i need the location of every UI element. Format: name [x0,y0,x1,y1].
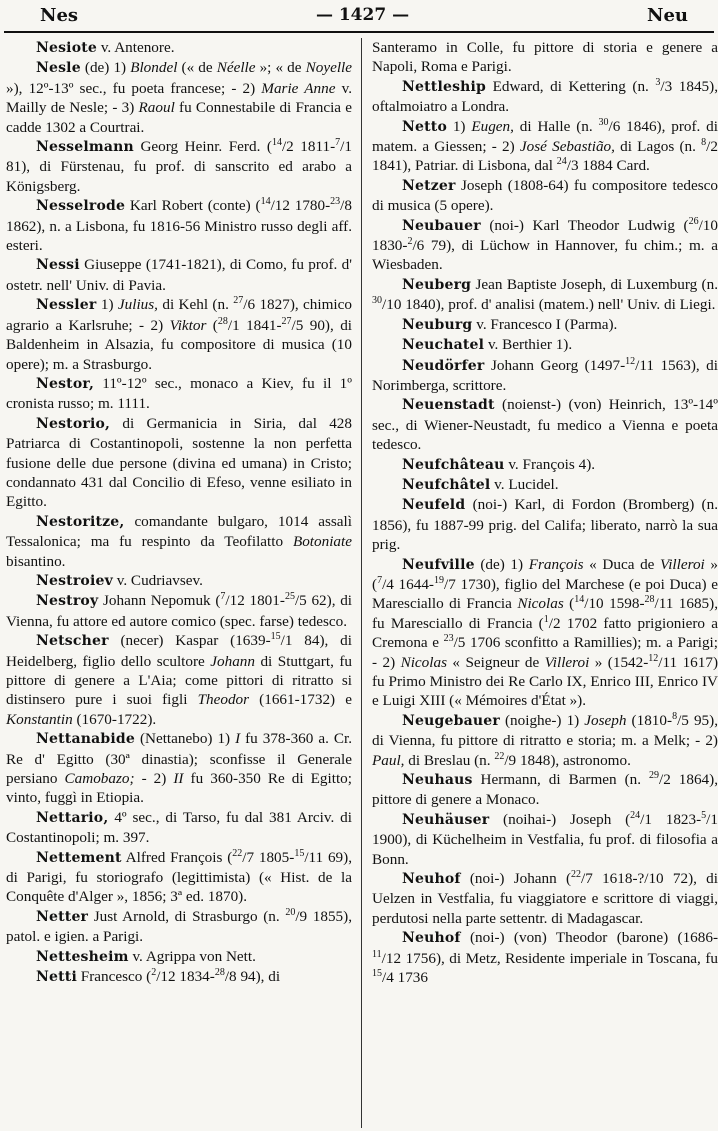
entry-text: v. Antenore. [97,39,175,56]
entry-text: /12 1834- [156,968,215,986]
entry-text: /11 69), di Parigi, fu storiografo (legittimista) (« Hist. de la Conquête d'Alger », 1856; 3ª ed. 1870). [6,848,352,906]
entry-headword: Nestor, [36,375,95,392]
entry-italic-text: Noyelle [305,59,352,77]
entry-italic-text: Theodor [197,691,250,709]
entry-superscript: 14 [574,594,585,606]
entry-superscript: 27 [281,315,292,327]
entry-italic-text: Joseph [584,711,627,729]
entry-text: 1) [446,117,472,135]
entry-headword: Nettement [36,849,122,866]
entry-superscript: 2 [151,967,157,979]
entry-text: /9 1855), patol. e igien. a Parigi. [6,907,353,946]
entry-headword: Neufville [402,556,475,573]
entry-text: /3 1845), oftalmoiatro a Londra. [372,77,718,116]
entry-text: /8 1862), n. a Lisbona, fu 1816-56 Ministro russo degli aff. esteri. [6,197,352,255]
entry-text: 11º-12º sec., monaco a Kiev, fu il 1º cronista russo; m. 1111. [6,374,352,413]
entry-superscript: 30 [372,295,382,307]
entry-superscript: 15 [294,847,305,859]
entry-italic-text: I [235,730,241,748]
dictionary-entry [372,335,718,355]
dictionary-entry [372,928,718,987]
entry-superscript: 14 [271,136,282,148]
column-divider [361,38,362,1128]
entry-text: - 2) [134,770,174,788]
entry-text: Karl Robert (conte) ( [125,197,261,215]
entry-text: /2 1702 fatto prigioniero a Cremona e [372,614,718,652]
dictionary-entry [6,591,352,631]
entry-text: v. Lucidel. [490,475,559,493]
entry-text: /1 1823- [640,810,702,828]
entry-text: Georg Heinr. Ferd. ( [133,138,272,156]
entry-italic-text: Julius, [117,296,158,314]
entry-text: (de) 1) [474,555,529,573]
dictionary-entry [372,455,718,475]
dictionary-entry [372,711,718,770]
entry-text: fu 378-360 a. Cr. Re d' Egitto (30ª dinastia); sconfisse il Generale persiano [6,730,352,788]
entry-superscript: 12 [625,355,636,367]
header-right-word: Neu [646,4,688,26]
entry-headword: Nesle [36,60,81,77]
entry-superscript: 5 [701,809,707,821]
entry-text: bisantino. [6,552,66,570]
entry-superscript: 23 [330,196,341,208]
entry-text: /5 95), di Vienna, fu pittore di ritratto e storia; m. a Melk; - 2) [372,711,718,750]
entry-italic-text: José Sebastião, [519,138,615,156]
dictionary-entry [6,255,352,295]
entry-text: v. Francesco I (Parma). [472,315,618,333]
entry-italic-text: Villeroi [660,555,705,573]
dictionary-entry [6,58,352,137]
entry-headword: Netscher [36,633,109,650]
dictionary-entry [372,38,718,77]
dictionary-entry [6,848,352,907]
entry-headword: Netto [402,118,447,135]
entry-superscript: 24 [556,156,567,168]
entry-superscript: 26 [688,215,699,227]
entry-text: (de) 1) [80,59,131,77]
entry-italic-text: Konstantin [6,710,73,728]
entry-text: Johann Georg (1497- [484,356,626,374]
entry-text: Johann Nepomuk ( [98,592,221,610]
entry-headword: Neubauer [402,217,481,234]
entry-superscript: 8 [672,710,678,722]
entry-superscript: 22 [232,847,243,859]
entry-text: comandante bulgaro, 1014 assalì Tessalonica; ma fu respinto da Teofilatto [6,512,352,551]
dictionary-entry [6,729,352,808]
entry-text: /6 1827), chimico agrario a Karlsruhe; - 2) [6,296,352,334]
entry-text: »), 12º-13º sec., fu poeta francese; - 2) [6,79,262,97]
dictionary-entry [372,495,718,554]
entry-italic-text: Raoul [138,99,175,117]
entry-text: (noi-) Johann ( [460,870,572,888]
entry-italic-text: Viktor [169,316,207,334]
entry-headword: Neuenstadt [402,397,495,414]
dictionary-entry [6,374,352,414]
entry-text: (1661-1732) e [249,691,352,709]
entry-headword: Nettario, [36,809,109,826]
dictionary-entry [6,137,352,196]
entry-superscript: 28 [214,967,225,979]
entry-text: Hermann, di Barmen (n. [472,771,649,789]
dictionary-entry [372,395,718,454]
entry-text: /4 1736 [382,969,428,987]
entry-text: /6 1846), prof. di matem. a Giessen; - 2) [372,117,718,156]
entry-headword: Neufchâtel [402,476,491,493]
entry-superscript: 12 [648,652,659,664]
entry-superscript: 29 [649,769,659,781]
entry-headword: Neuchatel [402,337,485,354]
header-left-word: Nes [40,4,79,26]
entry-superscript: 15 [270,631,281,643]
entry-text: v. Mailly de Nesle; - 3) [6,79,352,117]
entry-text: (noighe-) 1) [499,711,585,729]
entry-superscript: 11 [372,948,382,960]
entry-headword: Neuberg [402,276,472,293]
entry-headword: Neuhof [402,871,461,888]
entry-text: /5 62), di Vienna, fu attore ed autore comico (spec. farse) tedesco. [6,592,353,630]
entry-text: /1 81), di Fürstenau, fu prof. di sanscrito ed arabo a Königsberg. [6,138,352,195]
entry-text: Jean Baptiste Joseph, di Luxemburg (n. [471,275,718,293]
entry-text: fu 360-350 Re di Egitto; vinto, fuggì in Etiopia. [6,770,352,807]
entry-headword: Netzer [402,177,456,194]
entry-headword: Neufeld [402,497,466,514]
dictionary-entry [372,77,718,117]
entry-text: di Breslau (n. [404,751,495,769]
entry-superscript: 19 [434,574,444,586]
entry-text: Joseph (1808-64) fu compositore tedesco di musica (5 opere). [372,176,718,215]
dictionary-entry [6,38,352,58]
entry-text: v. Berthier 1). [484,336,573,354]
entry-headword: Nettleship [402,78,487,95]
entry-text: (necer) Kaspar (1639- [108,632,271,650]
entry-text: di Germanicia in Siria, dal 428 Patriarca di Costantinopoli, sostenne la non perfetta fusione delle due persone (divina ed umana) in Cristo; condannato 431 dal Concilio di Efeso, venne esiliato in Egitto. [6,414,352,511]
dictionary-entry [6,196,352,255]
entry-text: /12 1780- [270,197,331,215]
entry-text: (noi-) (von) Theodor (barone) (1686- [460,929,718,947]
entry-superscript: 7 [335,136,341,148]
entry-text: /7 1805- [242,848,295,866]
dictionary-entry [372,275,718,315]
entry-text: »; « de [255,59,306,77]
entry-text: /7 1730), figlio del Marchese (e poi Duca) e Maresciallo di Francia [372,575,718,613]
entry-text: di Stuttgart, fu pittore di genere a L'Aia; come pittori di ritratto si distinsero pure i suoi figli [6,652,352,709]
entry-text: di Halle (n. [513,117,599,135]
dictionary-entry [6,631,352,729]
entry-text: Giuseppe (1741-1821), di Como, fu prof. d' ostetr. nell' Univ. di Pavia. [6,256,352,294]
entry-text: Santeramo in Colle, fu pittore di storia e genere a Napoli, Roma e Parigi. [372,39,718,76]
entry-italic-text: François [528,555,584,573]
entry-headword: Nettesheim [36,948,129,965]
entry-text: /1 1900), di Küchelheim in Vestfalia, fu prof. di filosofia a Bonn. [372,810,718,868]
dictionary-entry [372,555,718,711]
entry-superscript: 25 [284,591,295,603]
entry-headword: Nesselrode [36,198,126,215]
dictionary-entry [372,475,718,495]
right-column [372,38,718,988]
entry-headword: Nestorio, [36,415,111,432]
entry-text: /9 1848), astronomo. [504,751,631,769]
entry-superscript: 15 [372,968,382,980]
dictionary-entry [6,512,352,571]
entry-text: /5 90), di Baldenheim in Alsazia, fu compositore di musica (10 opere); m. a Strasburgo. [6,316,353,373]
entry-text: « Duca de [583,555,661,573]
entry-headword: Nesiote [36,40,98,56]
entry-superscript: 24 [630,809,641,821]
entry-text: /12 1801- [225,592,285,610]
entry-headword: Neuburg [402,316,473,333]
entry-italic-text: Eugen, [471,117,514,135]
entry-text: /10 1840), prof. d' analisi (matem.) nell' Univ. di Liegi. [382,296,716,314]
entry-text: /2 1864), pittore di genere a Monaco. [372,771,718,809]
entry-text: /11 1617) fu Primo Ministro dei Re Carlo IX, Enrico III, Enrico IV e Luigi XIII (« Mémoires d'État »). [372,653,718,710]
entry-italic-text: Blondel [130,59,178,77]
entry-text: (Nettanebo) 1) [134,730,236,748]
entry-headword: Neuhaus [402,772,473,789]
entry-superscript: 7 [220,591,226,603]
entry-text: Just Arnold, di Strasburgo (n. [88,907,286,925]
entry-text: 1) [96,296,118,314]
entry-headword: Netter [36,908,89,925]
entry-text: /3 1884 Card. [566,157,650,175]
entry-superscript: 22 [571,869,582,880]
entry-text: (1670-1722). [72,710,157,728]
left-column [6,38,352,988]
dictionary-entry [372,315,718,335]
entry-superscript: 8 [701,136,707,148]
entry-italic-text: II [173,770,184,788]
entry-text: fu Connestabile di Francia e cadde 1302 a Courtrai. [6,99,353,136]
entry-headword: Nestroy [36,593,99,610]
entry-superscript: 30 [598,116,609,128]
entry-text: /12 1756), di Metz, Residente imperiale in Toscana, fu [381,949,718,967]
dictionary-entry [372,356,718,396]
entry-superscript: 14 [260,196,271,208]
page-header [0,0,718,30]
entry-text: ( [563,595,575,613]
dictionary-entry [372,810,718,869]
entry-headword: Nessler [36,297,97,314]
entry-text: « Seigneur de [447,653,545,671]
entry-text: Francesco ( [76,968,152,986]
entry-text: /6 79), di Lüchow in Hannover, fu chim.; m. a Wiesbaden. [372,237,718,274]
dictionary-entry [6,808,352,848]
entry-text: ( [206,316,218,334]
header-rule [4,31,714,33]
entry-superscript: 20 [285,906,296,918]
dictionary-entry [6,947,352,967]
entry-italic-text: Néelle [216,59,256,77]
entry-italic-text: Nicolas [517,595,564,613]
entry-superscript: 27 [233,295,244,307]
entry-text: v. Agrippa von Nett. [128,947,256,965]
entry-headword: Neugebauer [402,712,500,729]
entry-superscript: 1 [543,613,549,625]
entry-italic-text: Marie Anne [261,79,336,97]
entry-headword: Netti [36,969,77,986]
entry-text: v. François 4). [504,455,596,473]
entry-text: » (1542- [589,653,649,671]
dictionary-entry [6,414,352,512]
entry-text: /5 1706 sconfitto a Ramillies); m. a Parigi; - 2) [372,634,718,671]
entry-text: /10 1598- [584,595,645,613]
entry-italic-text: Botoniate [292,533,352,551]
entry-text: (« de [177,59,217,77]
entry-text: (noi-) Karl Theodor Ludwig ( [480,216,689,234]
entry-text: /2 1841), Patriar. di Lisbona, dal [372,138,718,175]
entry-text: /4 1644- [382,575,434,593]
entry-italic-text: Nicolas [400,653,447,671]
entry-text: /7 1618-?/10 72), di Uelzen in Vestfalia, fu viaggiatore e scrittore di viaggi, perdutosi nella parte settentr. di Madagascar. [372,870,718,927]
page-number: — 1427 — [315,5,410,25]
entry-text: /1 1841- [227,316,282,334]
entry-headword: Neufchâteau [402,456,505,473]
dictionary-entry [6,907,352,947]
entry-text: (noi-) Karl, di Fordon (Bromberg) (n. 1856), fu 1887-99 prig. del Califa; liberato, narrò la sua prig. [372,496,718,554]
entry-text: (noienst-) (von) Heinrich, 13º-14º sec., di Wiener-Neustadt, fu medico a Vienna e poeta tedesco. [372,396,718,454]
dictionary-entry [372,869,718,928]
entry-headword: Neuhäuser [402,811,490,828]
dictionary-entry [6,295,352,374]
entry-text: /11 1563), di Norimberga, scrittore. [372,356,718,394]
entry-headword: Nesselmann [36,139,134,156]
entry-text: v. Cudriavsev. [112,571,203,589]
entry-text: /8 94), di [224,968,281,986]
entry-text: (noihai-) Joseph ( [489,810,631,828]
entry-text: (1810- [626,711,673,729]
dictionary-entry [372,216,718,275]
entry-text: Edward, di Kettering (n. [486,77,656,95]
entry-text: Alfred François ( [121,848,233,866]
dictionary-entry [372,117,718,176]
dictionary-entry [372,770,718,810]
entry-headword: Neuhof [402,930,461,947]
entry-superscript: 3 [655,76,661,88]
entry-headword: Neudörfer [402,357,485,374]
entry-headword: Nestoritze, [36,513,125,530]
entry-italic-text: Paul, [372,751,405,769]
entry-superscript: 28 [217,315,228,327]
entry-text: /2 1811- [281,138,336,156]
entry-text: » ( [372,555,718,593]
dictionary-entry [6,967,352,987]
entry-superscript: 23 [443,633,454,645]
entry-headword: Nessi [36,257,80,274]
entry-superscript: 2 [407,236,413,247]
dictionary-entry [6,571,352,591]
entry-text: 4º sec., di Tarso, fu dal 381 Arciv. di Costantinopoli; m. 397. [6,808,352,847]
entry-text: /11 1685), fu Maresciallo di Francia ( [372,595,718,632]
entry-italic-text: Johann [210,652,255,670]
dictionary-entry [372,176,718,216]
entry-italic-text: Camobazo; [64,770,135,788]
entry-superscript: 7 [377,574,383,586]
entry-text: /1 84), di Heidelberg, figlio dello scultore [6,632,352,670]
entry-text: /10 1830- [372,216,718,255]
entry-text: di Lagos (n. [614,138,702,156]
entry-text: di Kehl (n. [157,296,234,314]
entry-superscript: 22 [494,750,505,762]
entry-italic-text: Villeroi [544,653,590,671]
entry-headword: Nestroiev [36,572,113,589]
entry-headword: Nettanabide [36,731,135,748]
entry-superscript: 28 [644,594,655,606]
